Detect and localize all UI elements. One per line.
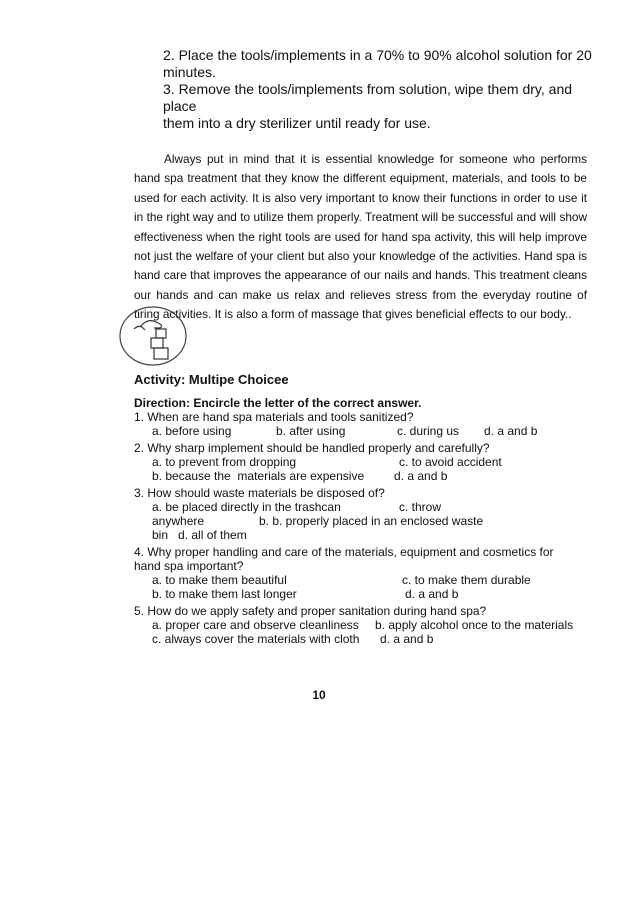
page-number: 10: [312, 688, 326, 702]
question-4: 4. Why proper handling and care of the materials, equipment and cosmetics for: [134, 545, 554, 559]
question-3: 3. How should waste materials be disposed of?: [134, 486, 385, 500]
question-2: 2. Why sharp implement should be handled properly and carefully?: [134, 441, 490, 455]
step-line: 3. Remove the tools/implements from solution, wipe them dry, and place: [163, 81, 573, 114]
hand-stacking-blocks-icon: [118, 305, 188, 367]
option-a: a. proper care and observe cleanliness: [152, 618, 359, 632]
option-c: c. always cover the materials with cloth: [152, 632, 360, 646]
direction-text: Direction: Encircle the letter of the correct answer.: [134, 396, 422, 410]
option-b: b. b. properly placed in an enclosed waste: [259, 514, 484, 528]
option-b: b. because the materials are expensive: [152, 469, 365, 483]
question-5: 5. How do we apply safety and proper sanitation during hand spa?: [134, 604, 487, 618]
body-paragraph: [134, 150, 587, 325]
option-d: d. a and b: [484, 424, 538, 438]
sterilization-steps: [163, 47, 603, 132]
option-b: b. apply alcohol once to the materials: [375, 618, 574, 632]
option-b: b. after using: [276, 424, 346, 438]
option-c-continued: anywhere: [152, 514, 205, 528]
option-a: a. before using: [152, 424, 232, 438]
option-a: a. to make them beautiful: [152, 573, 287, 587]
option-a: a. to prevent from dropping: [152, 455, 297, 469]
step-line: them into a dry sterilizer until ready for use.: [163, 115, 431, 131]
activity-title: Activity: Multipe Choicee: [134, 372, 289, 387]
option-c: c. to make them durable: [402, 573, 531, 587]
option-c: c. throw: [399, 500, 442, 514]
option-b: b. to make them last longer: [152, 587, 297, 601]
option-a: a. be placed directly in the trashcan: [152, 500, 341, 514]
step-line: minutes.: [163, 64, 216, 80]
option-d: d. a and b: [405, 587, 459, 601]
option-c: c. during us: [397, 424, 460, 438]
question-1: 1. When are hand spa materials and tools sanitized?: [134, 410, 414, 424]
option-c: c. to avoid accident: [399, 455, 502, 469]
paragraph-text: Always put in mind that it is essential knowledge for someone who performs hand spa treatment that they know the different equipment, materials, and tools to be used for each activity. It is also very important to know their functions in order to use it in the right way and to utilize them properly. Treatment will be successful and will show effectiveness when the right tools are used for hand spa activity, this will help improve not just the welfare of your client but also your knowledge of the activities. Hand spa is hand care that improves the appearance of our nails and hands. This treatment cleans our hands and can make us relax and relieves stress from the everyday routine of tiring activities. It is also a form of massage that gives beneficial effects to our body..: [134, 152, 587, 322]
option-d: d. a and b: [380, 632, 434, 646]
option-d: bin d. all of them: [152, 528, 247, 542]
step-line: 2. Place the tools/implements in a 70% to 90% alcohol solution for 20: [163, 47, 592, 63]
question-4-continued: hand spa important?: [134, 559, 244, 573]
option-d: d. a and b: [394, 469, 448, 483]
